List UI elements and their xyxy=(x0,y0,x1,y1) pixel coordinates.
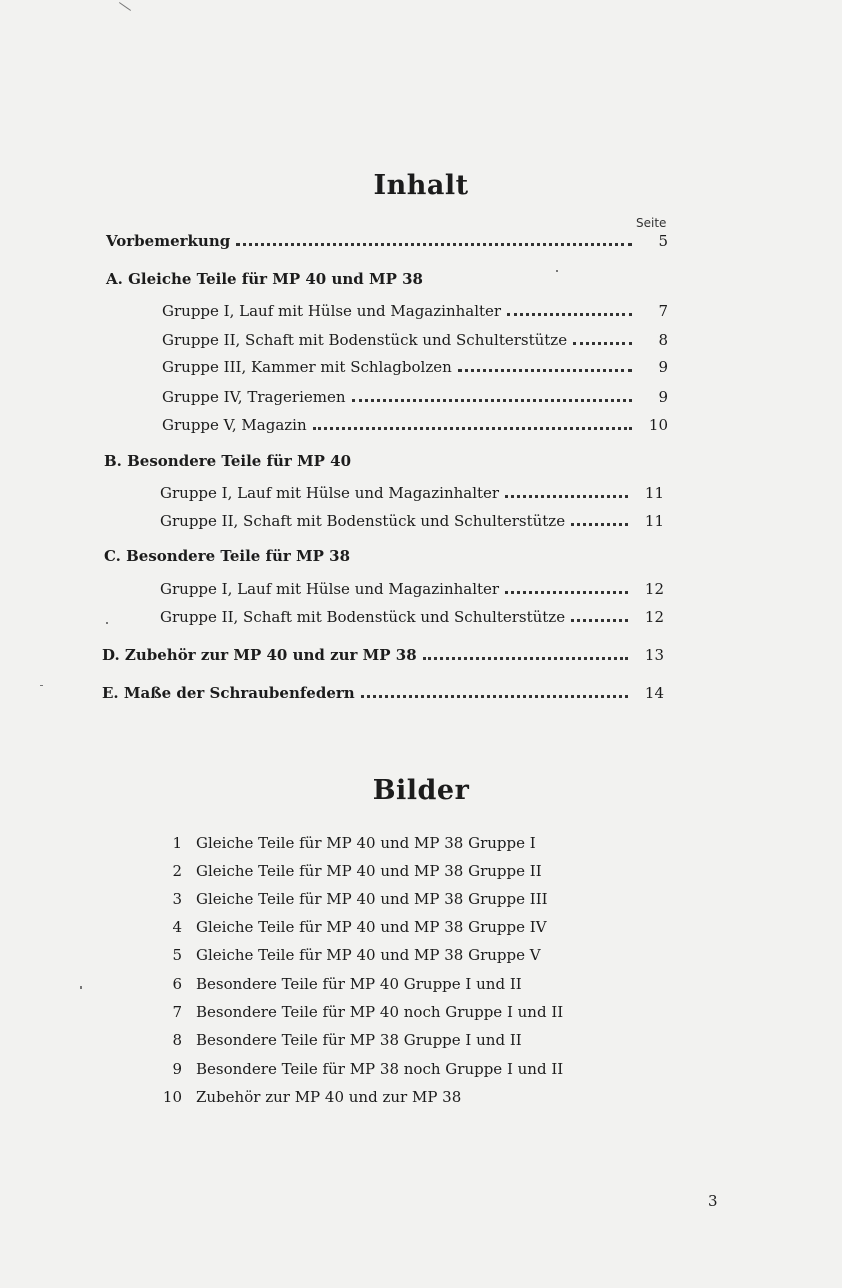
toc-page: 12 xyxy=(644,580,664,598)
toc-page: 9 xyxy=(658,358,668,376)
bilder-item xyxy=(150,1056,563,1078)
toc-row xyxy=(102,640,664,664)
bilder-text: Gleiche Teile für MP 40 und MP 38 Gruppe II xyxy=(196,862,542,880)
toc-label: Gruppe II, Schaft mit Bodenstück und Schulterstütze xyxy=(160,512,566,530)
toc-page: 10 xyxy=(648,416,668,434)
bilder-text: Gleiche Teile für MP 40 und MP 38 Gruppe IV xyxy=(196,918,547,936)
toc-row xyxy=(162,382,668,406)
toc-label: Gruppe V, Magazin xyxy=(162,416,307,434)
bilder-item xyxy=(150,971,522,993)
toc-row xyxy=(162,352,668,376)
seite-label: Seite xyxy=(636,216,667,230)
toc-label: Gruppe II, Schaft mit Bodenstück und Schulterstütze xyxy=(162,331,568,349)
bilder-item xyxy=(150,1084,461,1106)
bilder-number: 5 xyxy=(172,946,182,964)
leader-dots xyxy=(352,391,632,402)
bilder-number: 1 xyxy=(172,834,182,852)
leader-dots xyxy=(236,235,632,246)
toc-page: 7 xyxy=(658,302,668,320)
scan-speck xyxy=(80,986,82,989)
leader-dots xyxy=(505,487,628,498)
toc-label: Gruppe IV, Trageriemen xyxy=(162,388,346,406)
bilder-item xyxy=(150,1027,522,1049)
toc-page: 12 xyxy=(644,608,664,626)
leader-dots xyxy=(458,361,632,372)
toc-section-label: B. Besondere Teile für MP 40 xyxy=(104,452,352,470)
toc-row xyxy=(106,264,668,288)
toc-row xyxy=(160,478,664,502)
bilder-item xyxy=(150,830,536,852)
toc-row xyxy=(160,506,664,530)
leader-dots xyxy=(505,583,628,594)
bilder-number: 10 xyxy=(162,1088,182,1106)
scan-speck xyxy=(119,2,131,11)
leader-dots xyxy=(571,611,628,622)
toc-row xyxy=(104,541,666,565)
inhalt-heading: Inhalt xyxy=(373,170,469,201)
page-number: 3 xyxy=(708,1192,718,1210)
bilder-heading: Bilder xyxy=(372,775,470,806)
scan-speck xyxy=(556,270,558,272)
toc-page: 5 xyxy=(658,232,668,250)
bilder-text: Besondere Teile für MP 40 Gruppe I und II xyxy=(196,975,522,993)
toc-row xyxy=(102,678,664,702)
bilder-number: 3 xyxy=(172,890,182,908)
toc-row xyxy=(160,602,664,626)
toc-page: 11 xyxy=(644,484,664,502)
toc-label: Vorbemerkung xyxy=(106,232,231,250)
toc-section-label: A. Gleiche Teile für MP 40 und MP 38 xyxy=(106,270,423,288)
toc-label: Gruppe I, Lauf mit Hülse und Magazinhalter xyxy=(160,580,500,598)
bilder-number: 7 xyxy=(172,1003,182,1021)
toc-page: 14 xyxy=(644,684,664,702)
bilder-text: Gleiche Teile für MP 40 und MP 38 Gruppe V xyxy=(196,946,541,964)
toc-row xyxy=(162,325,668,349)
toc-section-label: C. Besondere Teile für MP 38 xyxy=(104,547,351,565)
bilder-item xyxy=(150,999,563,1021)
leader-dots xyxy=(507,305,632,316)
toc-label: D. Zubehör zur MP 40 und zur MP 38 xyxy=(102,646,417,664)
toc-label: Gruppe I, Lauf mit Hülse und Magazinhalter xyxy=(162,302,502,320)
bilder-text: Zubehör zur MP 40 und zur MP 38 xyxy=(196,1088,462,1106)
toc-row xyxy=(104,446,666,470)
toc-page: 11 xyxy=(644,512,664,530)
toc-label: Gruppe II, Schaft mit Bodenstück und Schulterstütze xyxy=(160,608,566,626)
toc-label: E. Maße der Schraubenfedern xyxy=(102,684,355,702)
toc-page: 8 xyxy=(658,331,668,349)
toc-row xyxy=(106,226,668,250)
leader-dots xyxy=(423,649,628,660)
leader-dots xyxy=(361,687,628,698)
bilder-number: 8 xyxy=(172,1031,182,1049)
bilder-item xyxy=(150,914,547,936)
toc-page: 9 xyxy=(658,388,668,406)
toc-label: Gruppe I, Lauf mit Hülse und Magazinhalter xyxy=(160,484,500,502)
toc-label: Gruppe III, Kammer mit Schlagbolzen xyxy=(162,358,452,376)
bilder-text: Besondere Teile für MP 38 Gruppe I und II xyxy=(196,1031,522,1049)
scan-speck xyxy=(40,685,43,686)
bilder-item xyxy=(150,942,541,964)
leader-dots xyxy=(573,334,632,345)
bilder-text: Besondere Teile für MP 40 noch Gruppe I und II xyxy=(196,1003,564,1021)
bilder-number: 2 xyxy=(172,862,182,880)
scan-speck xyxy=(106,622,108,624)
bilder-item xyxy=(150,858,542,880)
leader-dots xyxy=(571,515,628,526)
bilder-text: Gleiche Teile für MP 40 und MP 38 Gruppe I xyxy=(196,834,536,852)
toc-row xyxy=(162,296,668,320)
bilder-text: Gleiche Teile für MP 40 und MP 38 Gruppe III xyxy=(196,890,548,908)
toc-row xyxy=(162,410,668,434)
bilder-number: 9 xyxy=(172,1060,182,1078)
bilder-text: Besondere Teile für MP 38 noch Gruppe I und II xyxy=(196,1060,564,1078)
bilder-item xyxy=(150,886,548,908)
bilder-number: 6 xyxy=(172,975,182,993)
toc-page: 13 xyxy=(644,646,664,664)
bilder-number: 4 xyxy=(172,918,182,936)
leader-dots xyxy=(313,419,632,430)
toc-row xyxy=(160,574,664,598)
